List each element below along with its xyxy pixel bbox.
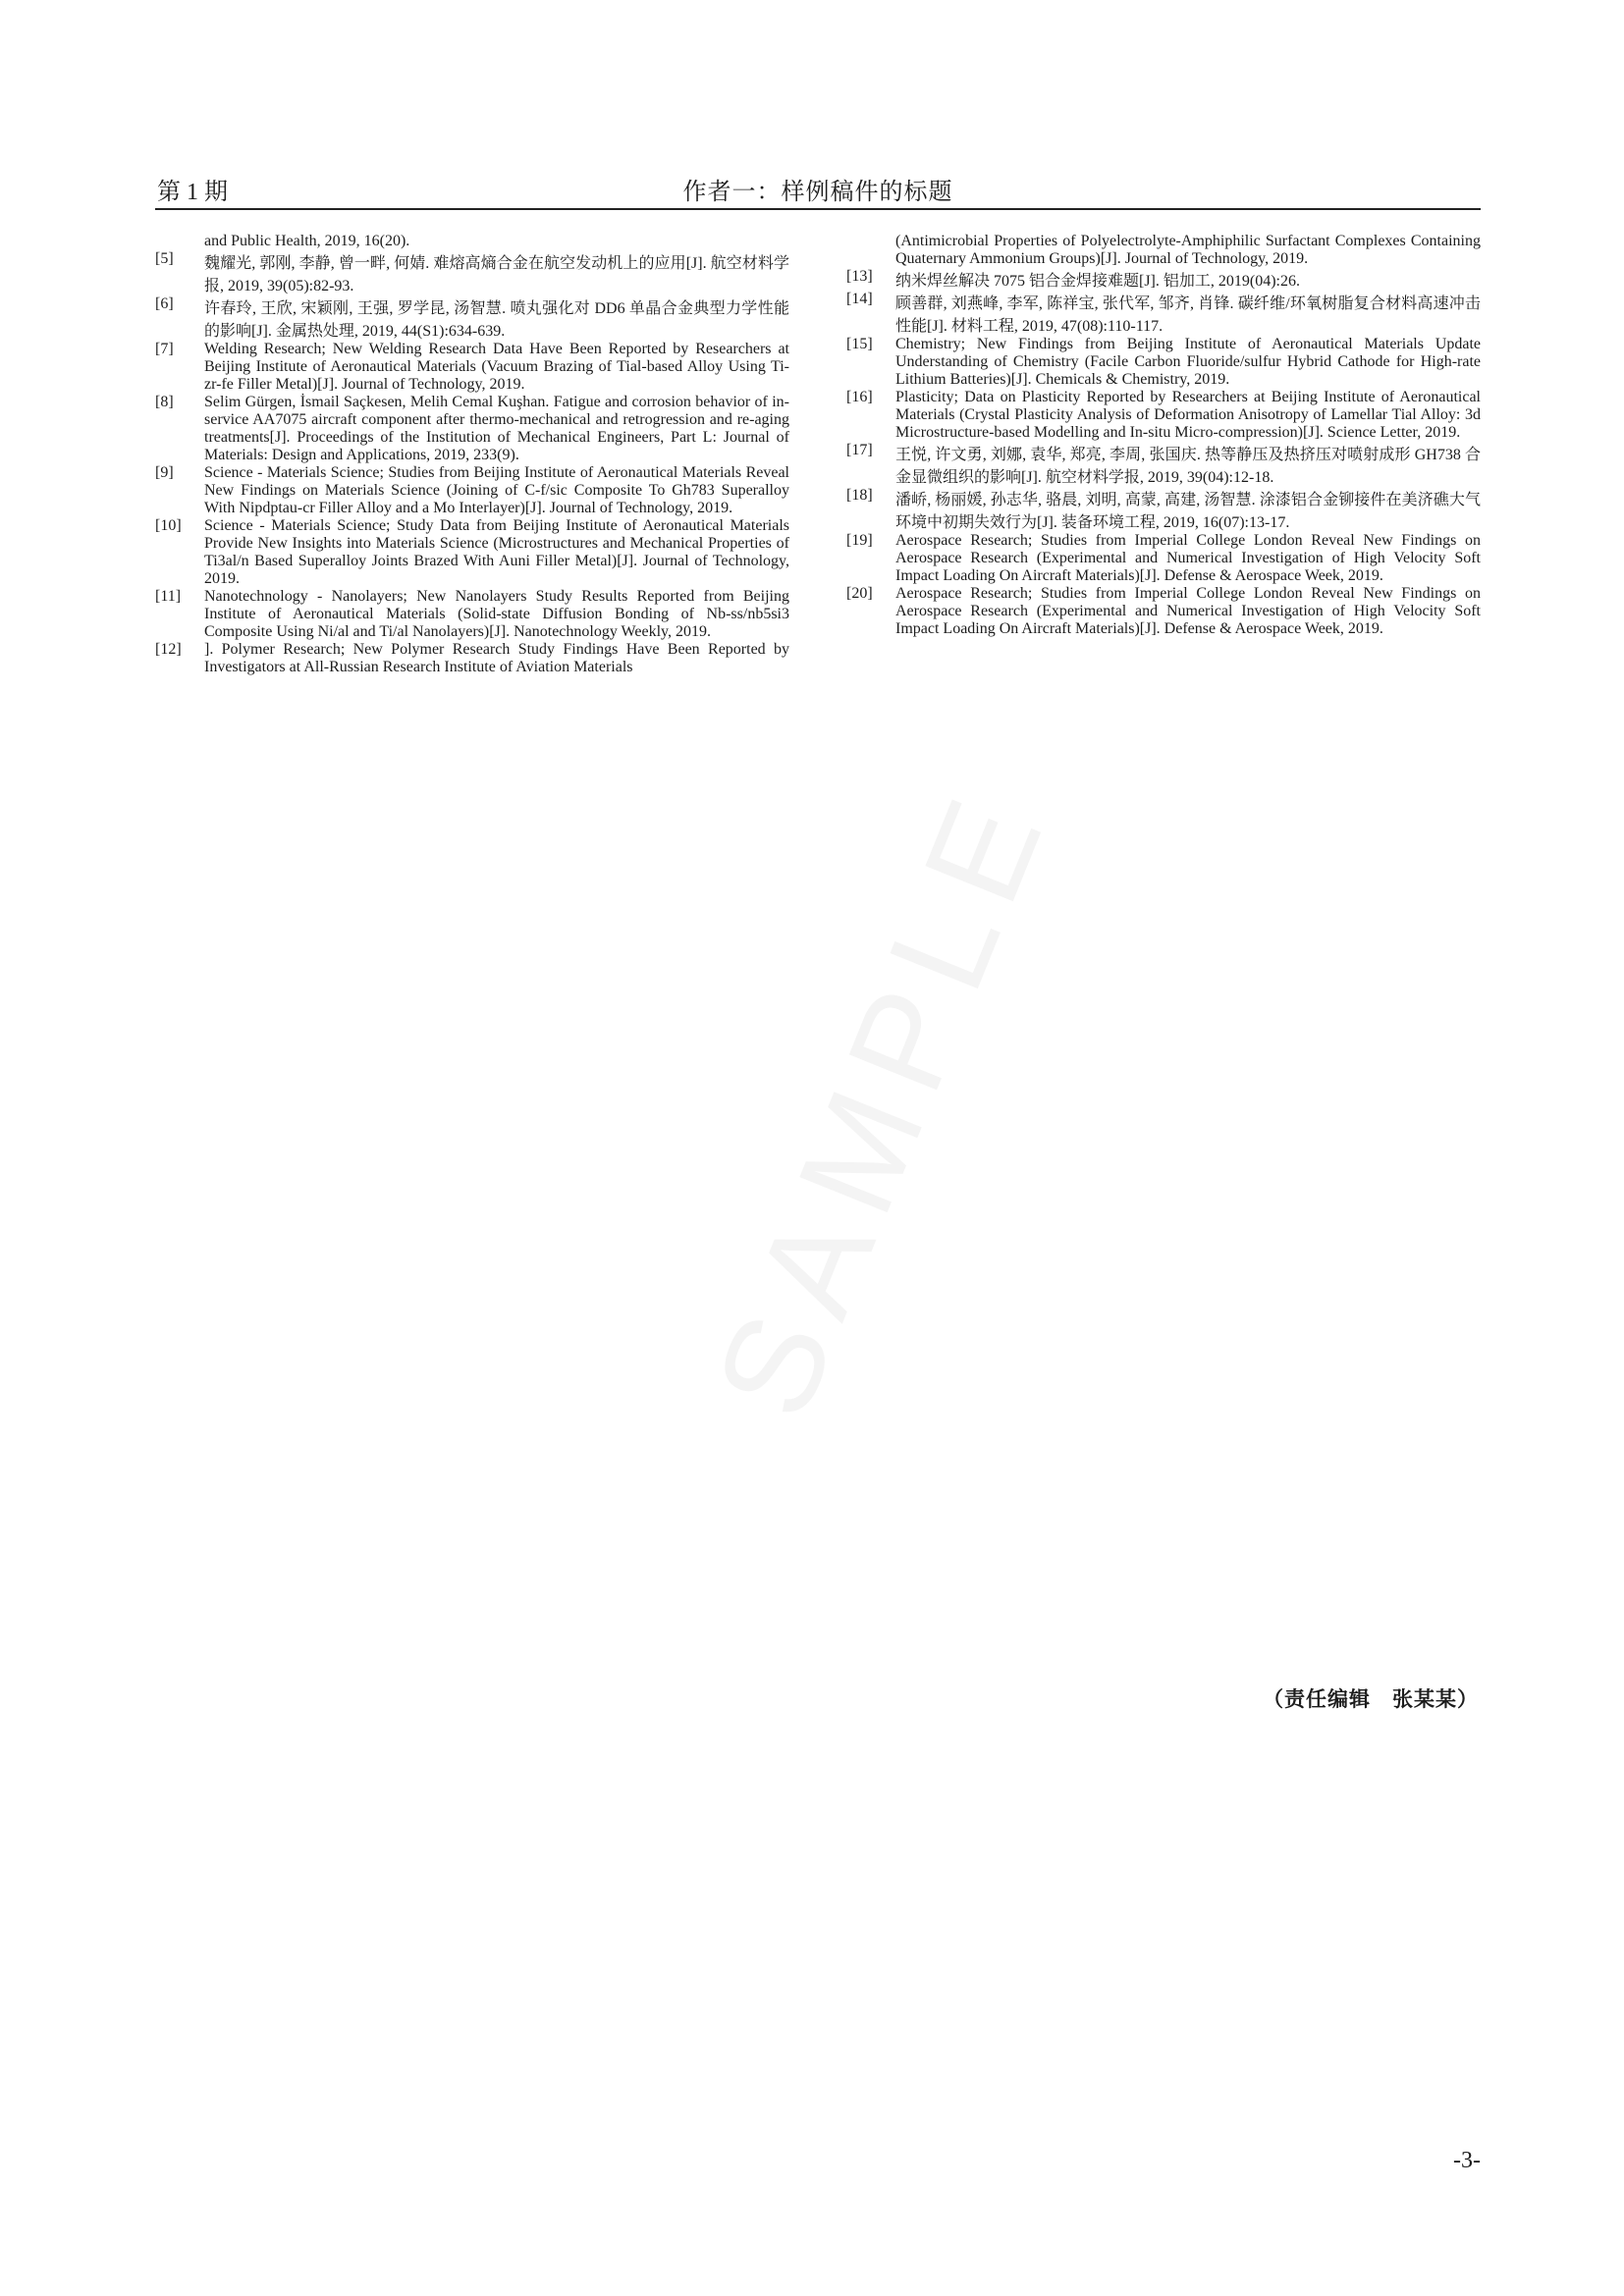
- reference-item: [846, 291, 1481, 336]
- reference-text: ]. Polymer Research; New Polymer Research Study Findings Have Been Reported by Investigators at All-Russian Research Institute of Aviation Materials: [204, 641, 789, 675]
- reference-text: Aerospace Research; Studies from Imperial College London Reveal New Findings on Aerospace Research (Experimental and Numerical Investigation of High Velocity Soft Impact Loading On Aircraft Materials)[J]. Defense & Aerospace Week, 2019.: [895, 532, 1481, 584]
- reference-item: [846, 336, 1481, 389]
- reference-text: 潘峤, 杨丽媛, 孙志华, 骆晨, 刘明, 高蒙, 高建, 汤智慧. 涂漆铝合金铆接件在美济礁大气环境中初期失效行为[J]. 装备环境工程, 2019, 16(07):13-17.: [895, 492, 1481, 531]
- responsible-editor: （责任编辑 张某某）: [1263, 1687, 1479, 1711]
- running-title: 作者一：样例稿件的标题: [682, 180, 953, 205]
- reference-item: [846, 585, 1481, 638]
- reference-number: [10]: [155, 517, 182, 534]
- reference-text: Science - Materials Science; Studies from Beijing Institute of Aeronautical Materials Reveal New Findings on Materials Science (Joining of C-f/sic Composite To Gh783 Superalloy With Nipdptau-cr Filler Alloy and a Mo Interlayer)[J]. Journal of Technology, 2019.: [204, 464, 789, 516]
- running-header: [155, 169, 1481, 210]
- reference-text: 纳米焊丝解决 7075 铝合金焊接难题[J]. 铝加工, 2019(04):26.: [895, 273, 1300, 290]
- reference-item: [155, 233, 789, 250]
- reference-number: [20]: [846, 585, 873, 602]
- reference-number: [18]: [846, 487, 873, 504]
- reference-item: [846, 233, 1481, 268]
- reference-item: [155, 464, 789, 517]
- reference-text: 顾善群, 刘燕峰, 李军, 陈祥宝, 张代军, 邹齐, 肖锋. 碳纤维/环氧树脂复合材料高速冲击性能[J]. 材料工程, 2019, 47(08):110-117.: [895, 295, 1481, 335]
- reference-number: [16]: [846, 389, 873, 405]
- reference-text: Science - Materials Science; Study Data from Beijing Institute of Aeronautical Materials Provide New Insights into Materials Science (Microstructures and Mechanical Properties of Ti3al/n Based Superalloy Joints Brazed With Auni Filler Metal)[J]. Journal of Technology, 2019.: [204, 517, 789, 587]
- reference-text: Plasticity; Data on Plasticity Reported by Researchers at Beijing Institute of Aeronautical Materials (Crystal Plasticity Analysis of Deformation Anisotropy of Lamellar Tial Alloy: 3d Microstructure-based Modelling and In-situ Micro-compression)[J]. Science Letter, 2019.: [895, 389, 1481, 441]
- reference-number: [15]: [846, 336, 873, 352]
- reference-item: [155, 394, 789, 464]
- page-number: -3-: [1453, 2148, 1481, 2173]
- reference-item: [846, 442, 1481, 487]
- reference-item: [155, 588, 789, 641]
- reference-item: [155, 517, 789, 588]
- reference-number: [13]: [846, 268, 873, 285]
- reference-number: [11]: [155, 588, 182, 605]
- watermark: [683, 763, 1079, 1437]
- reference-number: [9]: [155, 464, 174, 481]
- references-right-column: [846, 233, 1481, 638]
- reference-item: [155, 641, 789, 676]
- reference-text: Nanotechnology - Nanolayers; New Nanolayers Study Results Reported from Beijing Institute of Aeronautical Materials (Solid-state Diffusion Bonding of Nb-ss/nb5si3 Composite Using Ni/al and Ti/al Nanolayers)[J]. Nanotechnology Weekly, 2019.: [204, 588, 789, 640]
- reference-item: [846, 268, 1481, 291]
- reference-number: [19]: [846, 532, 873, 549]
- reference-number: [6]: [155, 295, 174, 312]
- reference-item: [846, 487, 1481, 532]
- reference-number: [7]: [155, 341, 174, 357]
- reference-number: [5]: [155, 250, 174, 267]
- reference-item: [846, 389, 1481, 442]
- reference-number: [8]: [155, 394, 174, 410]
- reference-item: [155, 295, 789, 341]
- reference-text: Selim Gürgen, İsmail Saçkesen, Melih Cemal Kuşhan. Fatigue and corrosion behavior of in-service AA7075 aircraft component after thermo-mechanical and retrogression and re-aging treatments[J]. Proceedings of the Institution of Mechanical Engineers, Part L: Journal of Materials: Design and Applications, 2019, 233(9).: [204, 394, 789, 463]
- reference-number: [12]: [155, 641, 182, 658]
- reference-item: [155, 341, 789, 394]
- reference-text: Aerospace Research; Studies from Imperial College London Reveal New Findings on Aerospace Research (Experimental and Numerical Investigation of High Velocity Soft Impact Loading On Aircraft Materials)[J]. Defense & Aerospace Week, 2019.: [895, 585, 1481, 637]
- reference-text: 王悦, 许文勇, 刘娜, 袁华, 郑亮, 李周, 张国庆. 热等静压及热挤压对喷射成形 GH738 合金显微组织的影响[J]. 航空材料学报, 2019, 39(04):12-18.: [895, 447, 1481, 486]
- issue-number: 第 1 期: [157, 180, 228, 205]
- references-left-column: [155, 233, 789, 676]
- reference-text: 魏耀光, 郭刚, 李静, 曾一畔, 何婧. 难熔高熵合金在航空发动机上的应用[J]. 航空材料学报, 2019, 39(05):82-93.: [204, 255, 789, 294]
- reference-number: [14]: [846, 291, 873, 307]
- reference-text: Welding Research; New Welding Research Data Have Been Reported by Researchers at Beijing Institute of Aeronautical Materials (Vacuum Brazing of Tial-based Alloy Using Ti-zr-fe Filler Metal)[J]. Journal of Technology, 2019.: [204, 341, 789, 393]
- reference-text: 许春玲, 王欣, 宋颖刚, 王强, 罗学昆, 汤智慧. 喷丸强化对 DD6 单晶合金典型力学性能的影响[J]. 金属热处理, 2019, 44(S1):634-639.: [204, 300, 789, 340]
- reference-item: [846, 532, 1481, 585]
- reference-number: [17]: [846, 442, 873, 458]
- reference-text: and Public Health, 2019, 16(20).: [204, 233, 410, 249]
- reference-text: Chemistry; New Findings from Beijing Institute of Aeronautical Materials Update Understanding of Chemistry (Facile Carbon Fluoride/sulfur Hybrid Cathode for High-rate Lithium Batteries)[J]. Chemicals & Chemistry, 2019.: [895, 336, 1481, 388]
- reference-text: (Antimicrobial Properties of Polyelectrolyte-Amphiphilic Surfactant Complexes Containing Quaternary Ammonium Groups)[J]. Journal of Technology, 2019.: [895, 233, 1481, 267]
- reference-item: [155, 250, 789, 295]
